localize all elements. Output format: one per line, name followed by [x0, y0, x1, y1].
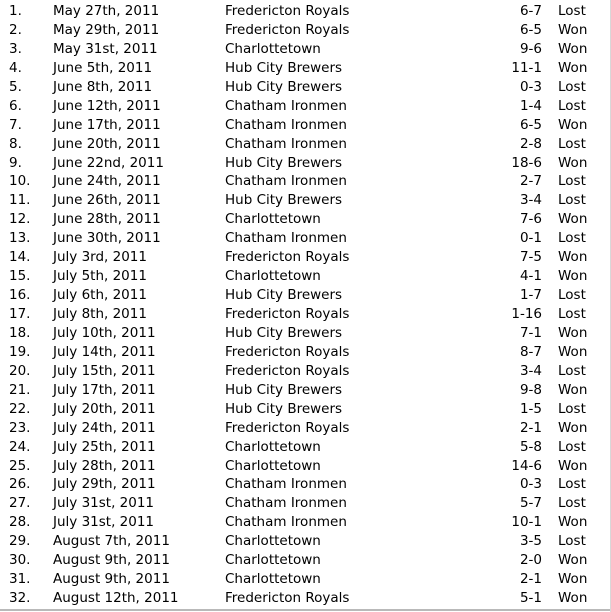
game-date: July 24th, 2011: [53, 419, 156, 436]
game-number: 17.: [9, 306, 31, 322]
game-date: June 30th, 2011: [53, 230, 161, 247]
game-row: [0, 172, 611, 191]
game-date: June 5th, 2011: [53, 59, 153, 76]
game-score: 3-4: [519, 362, 542, 379]
game-date: July 8th, 2011: [53, 306, 147, 322]
game-result: Lost: [558, 438, 586, 455]
game-number: 32.: [9, 590, 31, 607]
game-row: [0, 59, 611, 78]
game-score: 1-16: [511, 306, 542, 322]
game-opponent: Fredericton Royals: [225, 21, 350, 38]
game-opponent: Fredericton Royals: [225, 3, 350, 19]
game-date: June 24th, 2011: [53, 173, 161, 190]
game-opponent: Fredericton Royals: [225, 249, 350, 266]
game-result: Lost: [558, 135, 586, 152]
game-number: 30.: [9, 552, 31, 569]
game-score: 2-7: [519, 173, 542, 190]
game-result: Lost: [558, 400, 586, 417]
game-score: 0-3: [519, 78, 542, 95]
game-number: 13.: [9, 230, 31, 247]
game-score: 9-6: [519, 40, 542, 57]
game-score: 5-7: [519, 495, 542, 512]
game-score: 7-1: [519, 324, 542, 341]
game-result: Won: [558, 154, 588, 171]
game-result: Lost: [558, 287, 586, 304]
game-opponent: Hub City Brewers: [225, 154, 343, 171]
game-date: August 9th, 2011: [53, 571, 170, 588]
game-row: [0, 135, 611, 154]
game-opponent: Charlottetown: [225, 571, 321, 588]
game-date: June 17th, 2011: [53, 116, 161, 133]
game-opponent: Chatham Ironmen: [225, 173, 347, 190]
game-date: May 31st, 2011: [53, 40, 158, 57]
game-row: [0, 324, 611, 343]
game-result: Lost: [558, 78, 586, 95]
game-row: [0, 286, 611, 305]
game-opponent: Fredericton Royals: [225, 306, 350, 322]
game-result: Won: [558, 552, 588, 569]
game-row: [0, 248, 611, 267]
game-result: Lost: [558, 230, 586, 247]
game-score: 4-1: [519, 268, 542, 285]
game-date: July 29th, 2011: [53, 476, 156, 493]
game-score: 5-1: [519, 590, 542, 607]
game-date: June 28th, 2011: [53, 211, 161, 228]
game-number: 8.: [9, 135, 22, 152]
game-date: July 28th, 2011: [53, 457, 156, 474]
game-number: 14.: [9, 249, 31, 266]
game-row: [0, 229, 611, 248]
game-opponent: Charlottetown: [225, 268, 321, 285]
game-result: Won: [558, 268, 588, 285]
game-date: July 10th, 2011: [53, 324, 156, 341]
game-number: 25.: [9, 457, 31, 474]
game-row: [0, 457, 611, 476]
game-date: May 27th, 2011: [53, 3, 160, 19]
game-date: July 5th, 2011: [53, 268, 147, 285]
game-score: 11-1: [511, 59, 542, 76]
game-result: Won: [558, 21, 588, 38]
game-date: July 6th, 2011: [53, 287, 147, 304]
game-score: 2-8: [519, 135, 542, 152]
game-row: [0, 305, 611, 324]
game-result: Lost: [558, 306, 586, 322]
game-number: 20.: [9, 362, 31, 379]
game-score: 1-7: [519, 287, 542, 304]
game-number: 19.: [9, 343, 31, 360]
game-result: Won: [558, 419, 588, 436]
game-result: Won: [558, 59, 588, 76]
game-opponent: Charlottetown: [225, 457, 321, 474]
game-row: [0, 154, 611, 173]
game-opponent: Hub City Brewers: [225, 381, 343, 398]
game-opponent: Chatham Ironmen: [225, 495, 347, 512]
game-date: July 25th, 2011: [53, 438, 156, 455]
game-result: Won: [558, 590, 588, 607]
game-date: August 7th, 2011: [53, 533, 170, 550]
game-number: 22.: [9, 400, 31, 417]
game-number: 18.: [9, 324, 31, 341]
game-row: [0, 21, 611, 40]
game-opponent: Charlottetown: [225, 438, 321, 455]
game-opponent: Chatham Ironmen: [225, 514, 347, 531]
game-date: June 8th, 2011: [53, 78, 153, 95]
game-result: Lost: [558, 192, 586, 209]
game-score: 3-4: [519, 192, 542, 209]
game-opponent: Hub City Brewers: [225, 400, 343, 417]
game-row: [0, 40, 611, 59]
game-score: 2-0: [519, 552, 542, 569]
game-number: 7.: [9, 116, 22, 133]
game-score: 14-6: [511, 457, 542, 474]
game-date: July 31st, 2011: [53, 514, 155, 531]
game-score: 2-1: [519, 419, 542, 436]
game-row: [0, 191, 611, 210]
game-opponent: Charlottetown: [225, 40, 321, 57]
game-row: [0, 343, 611, 362]
game-score: 1-5: [519, 400, 542, 417]
game-result: Won: [558, 211, 588, 228]
game-score: 3-5: [519, 533, 542, 550]
game-number: 1.: [9, 3, 22, 19]
game-number: 28.: [9, 514, 31, 531]
game-result: Lost: [558, 97, 586, 114]
game-score: 8-7: [519, 343, 542, 360]
game-opponent: Hub City Brewers: [225, 324, 343, 341]
game-row: [0, 210, 611, 229]
game-row: [0, 475, 611, 494]
game-result: Won: [558, 381, 588, 398]
game-opponent: Charlottetown: [225, 552, 321, 569]
game-row: [0, 589, 611, 608]
game-result: Won: [558, 343, 588, 360]
game-opponent: Chatham Ironmen: [225, 116, 347, 133]
game-date: July 15th, 2011: [53, 362, 156, 379]
game-opponent: Hub City Brewers: [225, 78, 343, 95]
game-opponent: Chatham Ironmen: [225, 97, 347, 114]
game-row: [0, 419, 611, 438]
game-score: 7-5: [519, 249, 542, 266]
game-opponent: Fredericton Royals: [225, 590, 350, 607]
game-number: 10.: [9, 173, 31, 190]
game-date: July 31st, 2011: [53, 495, 155, 512]
game-result: Won: [558, 249, 588, 266]
game-number: 27.: [9, 495, 31, 512]
game-date: June 20th, 2011: [53, 135, 161, 152]
game-result: Won: [558, 571, 588, 588]
game-number: 3.: [9, 40, 22, 57]
game-date: May 29th, 2011: [53, 21, 160, 38]
game-date: August 9th, 2011: [53, 552, 170, 569]
game-score: 1-4: [519, 97, 542, 114]
game-date: August 12th, 2011: [53, 590, 179, 607]
game-row: [0, 78, 611, 97]
game-row: [0, 494, 611, 513]
game-opponent: Chatham Ironmen: [225, 135, 347, 152]
game-date: July 3rd, 2011: [53, 249, 147, 266]
game-row: [0, 513, 611, 532]
game-date: July 17th, 2011: [53, 381, 156, 398]
game-score: 9-8: [519, 381, 542, 398]
game-score: 0-3: [519, 476, 542, 493]
game-row: [0, 2, 611, 21]
game-opponent: Fredericton Royals: [225, 343, 350, 360]
game-result: Lost: [558, 362, 586, 379]
game-score: 6-7: [519, 3, 542, 19]
game-opponent: Chatham Ironmen: [225, 230, 347, 247]
game-date: June 12th, 2011: [53, 97, 161, 114]
game-opponent: Hub City Brewers: [225, 59, 343, 76]
game-number: 31.: [9, 571, 31, 588]
game-result: Won: [558, 324, 588, 341]
game-number: 2.: [9, 21, 22, 38]
game-opponent: Fredericton Royals: [225, 362, 350, 379]
game-opponent: Charlottetown: [225, 211, 321, 228]
game-number: 11.: [9, 192, 31, 209]
game-result: Lost: [558, 3, 586, 19]
game-opponent: Chatham Ironmen: [225, 476, 347, 493]
game-score: 5-8: [519, 438, 542, 455]
game-opponent: Hub City Brewers: [225, 287, 343, 304]
game-number: 23.: [9, 419, 31, 436]
game-date: July 20th, 2011: [53, 400, 156, 417]
game-result: Won: [558, 457, 588, 474]
game-score: 2-1: [519, 571, 542, 588]
game-opponent: Charlottetown: [225, 533, 321, 550]
game-date: June 26th, 2011: [53, 192, 161, 209]
game-result: Lost: [558, 495, 586, 512]
game-row: [0, 400, 611, 419]
game-score: 0-1: [519, 230, 542, 247]
game-score: 10-1: [511, 514, 542, 531]
bottom-divider: [0, 609, 611, 611]
game-row: [0, 267, 611, 286]
game-score: 6-5: [519, 116, 542, 133]
game-number: 12.: [9, 211, 31, 228]
game-result: Won: [558, 40, 588, 57]
game-row: [0, 116, 611, 135]
game-result: Won: [558, 514, 588, 531]
game-number: 6.: [9, 97, 22, 114]
game-date: June 22nd, 2011: [53, 154, 164, 171]
game-opponent: Fredericton Royals: [225, 419, 350, 436]
game-result: Won: [558, 116, 588, 133]
game-row: [0, 97, 611, 116]
game-row: [0, 570, 611, 589]
game-row: [0, 381, 611, 400]
game-number: 29.: [9, 533, 31, 550]
game-number: 5.: [9, 78, 22, 95]
game-row: [0, 362, 611, 381]
game-result: Lost: [558, 533, 586, 550]
game-schedule: [0, 2, 611, 608]
game-number: 9.: [9, 154, 22, 171]
game-number: 4.: [9, 59, 22, 76]
game-number: 26.: [9, 476, 31, 493]
game-number: 21.: [9, 381, 31, 398]
game-score: 7-6: [519, 211, 542, 228]
game-opponent: Hub City Brewers: [225, 192, 343, 209]
game-number: 16.: [9, 287, 31, 304]
game-row: [0, 551, 611, 570]
game-row: [0, 532, 611, 551]
game-result: Lost: [558, 173, 586, 190]
game-date: July 14th, 2011: [53, 343, 156, 360]
game-number: 24.: [9, 438, 31, 455]
game-number: 15.: [9, 268, 31, 285]
game-score: 18-6: [511, 154, 542, 171]
game-result: Lost: [558, 476, 586, 493]
game-score: 6-5: [519, 21, 542, 38]
game-row: [0, 438, 611, 457]
